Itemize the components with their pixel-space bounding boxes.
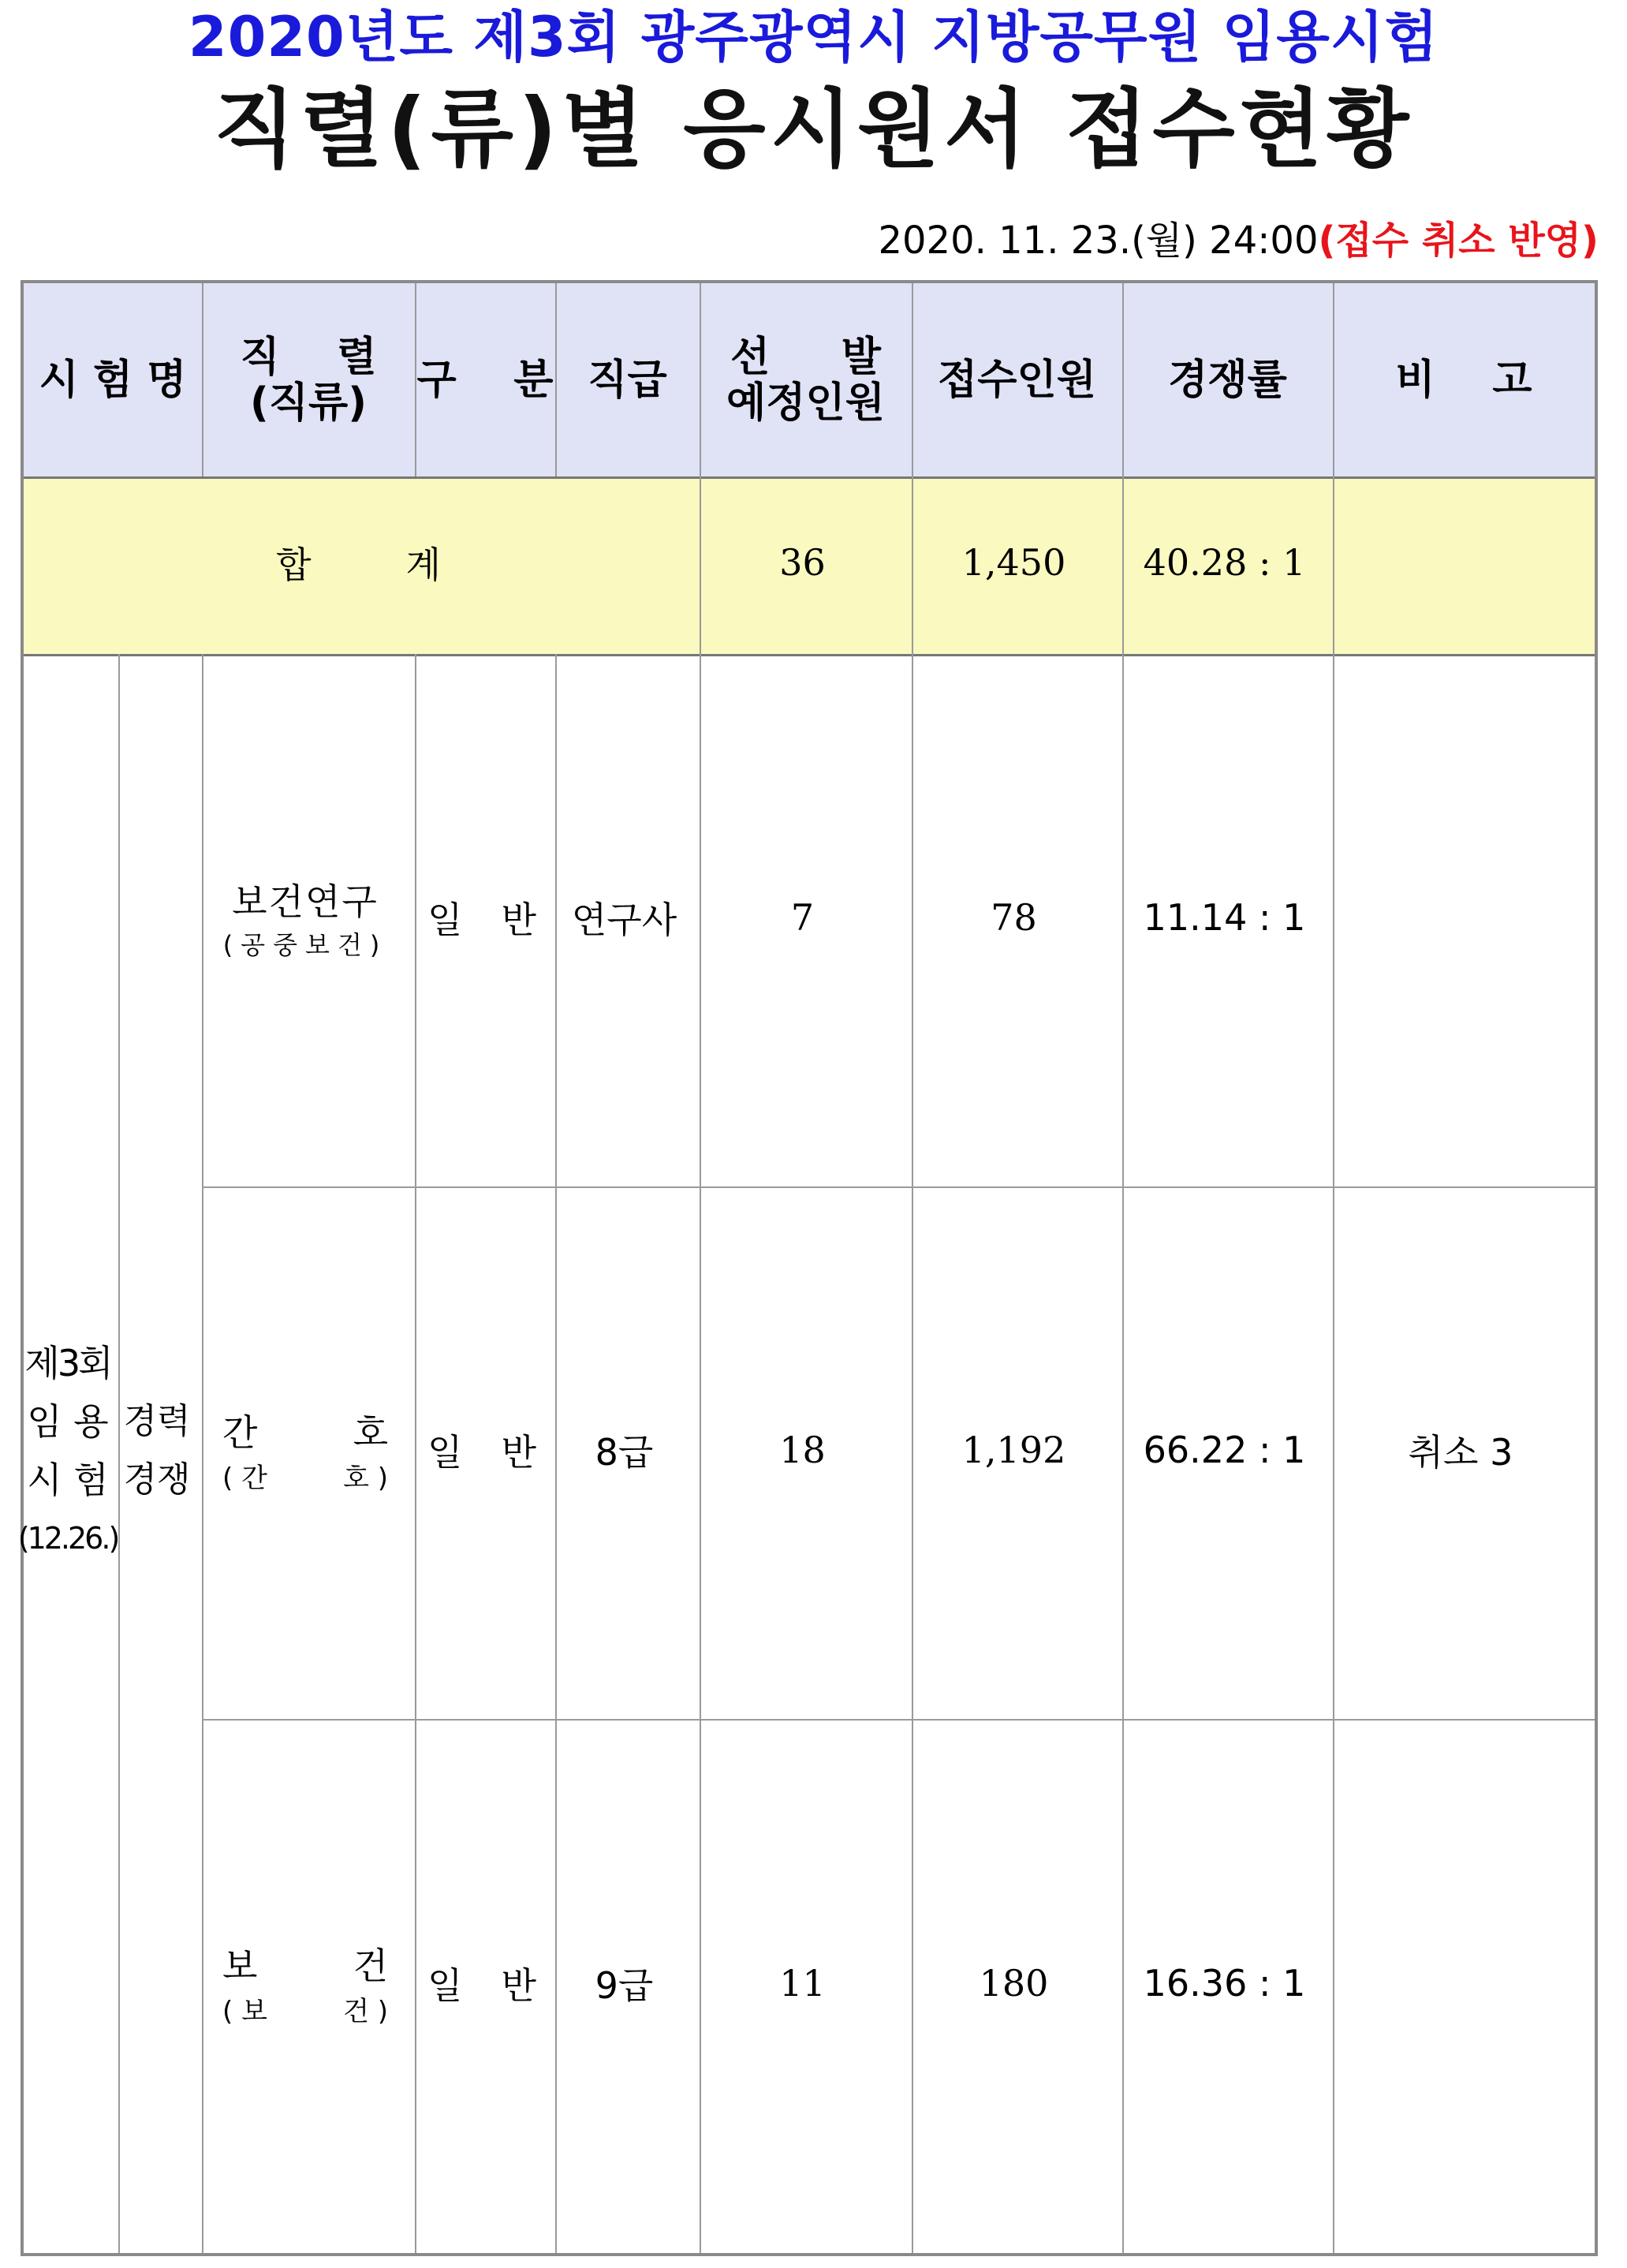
row2-category-a: 일 — [427, 1430, 463, 1474]
date-text: 2020. 11. 23.(월) 24:00 — [878, 219, 1319, 263]
total-label — [21, 473, 696, 651]
header-series-line1: 직 렬 — [240, 333, 377, 381]
table-row-2-grade: 8급 — [595, 1430, 654, 1474]
table-row-1-category — [412, 651, 552, 1183]
total-label-b: 계 — [405, 543, 441, 586]
table-row-1-applicants: 78 — [991, 895, 1037, 939]
row2-series-b: 호 — [353, 1411, 388, 1454]
table-row-3-remarks — [1330, 1716, 1592, 2250]
header-ratio: 경쟁률 — [1168, 356, 1287, 404]
row2-sub-a: ( 간 — [222, 1463, 267, 1494]
row3-category-a: 일 — [427, 1963, 463, 2007]
exam-type-line1: 경력 — [123, 1400, 191, 1441]
total-label-a: 합 — [276, 543, 312, 586]
header-exam-name: 시 험 명 — [39, 356, 187, 404]
header-series-line2: (직류) — [250, 379, 367, 427]
total-applicants: 1,450 — [961, 540, 1066, 584]
total-ratio: 40.28 : 1 — [1143, 540, 1306, 584]
exam-line4: (12.26.) — [17, 1520, 118, 1556]
table-row-1-series — [199, 651, 412, 1183]
row3-category-b: 반 — [501, 1963, 536, 2007]
table-row-3-category — [412, 1716, 552, 2250]
table-row-1-remarks — [1330, 651, 1592, 1183]
table-row-3-planned: 11 — [779, 1961, 826, 2005]
date-note: (접수 취소 반영) — [1318, 219, 1599, 263]
table-row-1-planned: 7 — [790, 895, 815, 939]
exam-line3: 시 험 — [27, 1458, 109, 1501]
exam-line1: 제3회 — [24, 1341, 111, 1384]
header-category: 구 분 — [416, 356, 554, 404]
table-row-2-remarks: 취소 3 — [1408, 1430, 1513, 1474]
table-row-1-grade: 연구사 — [571, 898, 677, 941]
row1-category-b: 반 — [501, 898, 536, 941]
table-row-2-series — [199, 1183, 412, 1716]
total-remarks — [1330, 473, 1592, 651]
table-row-3-ratio: 16.36 : 1 — [1143, 1961, 1306, 2005]
table-row-2-planned: 18 — [779, 1428, 826, 1471]
exam-type-cell — [115, 651, 199, 2250]
table-row-2-applicants: 1,192 — [961, 1428, 1066, 1471]
row2-category-b: 반 — [501, 1430, 536, 1474]
row3-series-b: 건 — [353, 1945, 388, 1987]
header-planned-line1: 선 발 — [730, 333, 881, 381]
table-row-2-category — [412, 1183, 552, 1716]
exam-name-cell — [17, 651, 118, 2250]
table-row-2-ratio: 66.22 : 1 — [1143, 1428, 1306, 1471]
row3-sub-b: 건 ) — [343, 1996, 388, 2027]
date-line — [878, 213, 1599, 268]
header-remarks: 비 고 — [1395, 356, 1532, 404]
row1-series-sub: (공중보건) — [222, 929, 388, 960]
exam-line2: 임 용 — [27, 1399, 109, 1443]
table-row-3-grade: 9급 — [595, 1963, 654, 2007]
row1-category-a: 일 — [427, 898, 463, 941]
header-grade: 직급 — [588, 356, 667, 404]
table-row-3-series — [199, 1716, 412, 2250]
status-table-content — [17, 280, 1598, 2256]
title-line2: 직렬(류)별 응시원서 접수현황 — [213, 80, 1414, 179]
table-row-3-applicants: 180 — [979, 1961, 1049, 2005]
row3-series-a: 보 — [222, 1945, 258, 1987]
row2-sub-b: 호 ) — [343, 1463, 388, 1494]
header-applicants: 접수인원 — [938, 356, 1096, 404]
exam-type-line2: 경쟁 — [123, 1459, 191, 1500]
total-planned: 36 — [779, 540, 826, 584]
row2-series-a: 간 — [222, 1411, 258, 1454]
header-planned-line2: 예정인원 — [726, 379, 885, 427]
row1-series: 보건연구 — [232, 880, 379, 923]
table-row-1-ratio: 11.14 : 1 — [1143, 895, 1306, 939]
title-line1: 2020년도 제3회 광주광역시 지방공무원 임용시험 — [188, 5, 1439, 69]
row3-sub-a: ( 보 — [222, 1996, 267, 2027]
